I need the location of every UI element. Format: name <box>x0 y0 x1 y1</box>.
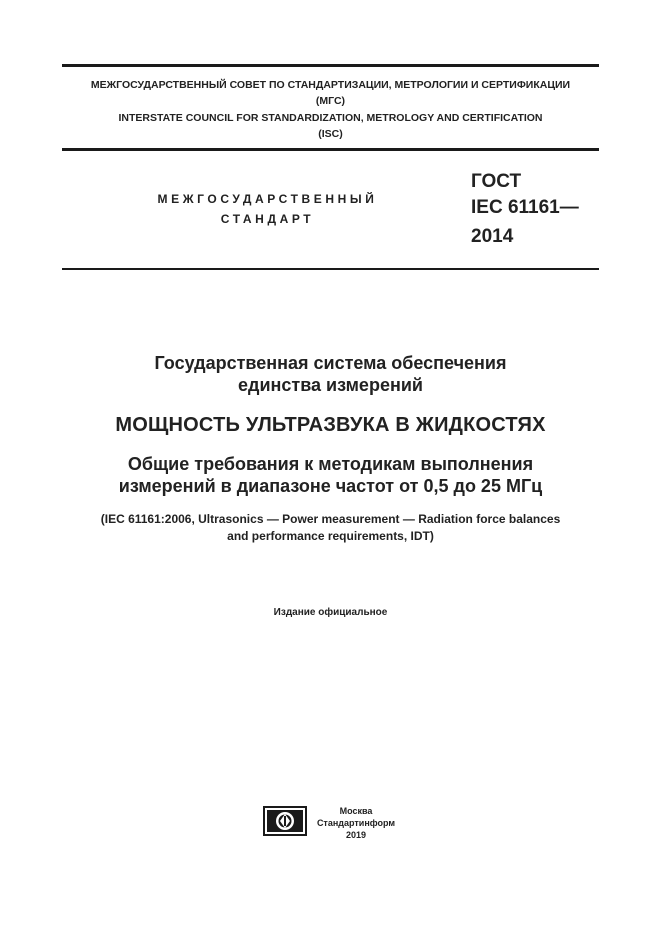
iec-reference <box>40 511 621 545</box>
edition-note <box>40 606 621 620</box>
iec-reference-line1: (IEC 61161:2006, Ultrasonics — Power measurement — Radiation force balances <box>100 512 561 526</box>
publication-year: 2019 <box>345 830 367 840</box>
council-name-ru <box>62 78 599 109</box>
system-title-line2: единства измерений <box>238 375 423 395</box>
subtitle <box>40 453 621 497</box>
main-title-text: МОЩНОСТЬ УЛЬТРАЗВУКА В ЖИДКОСТЯХ <box>115 414 546 436</box>
council-name-ru-line1: МЕЖГОСУДАРСТВЕННЫЙ СОВЕТ ПО СТАНДАРТИЗАЦИИ, МЕТРОЛОГИИ И СЕРТИФИКАЦИИ <box>90 79 571 91</box>
subtitle-line1: Общие требования к методикам выполнения <box>127 454 534 474</box>
system-title <box>40 352 621 396</box>
council-abbr-en: (ISC) <box>318 127 343 140</box>
iec-reference-line2: and performance requirements, IDT) <box>227 529 434 543</box>
standard-label-line2: СТАНДАРТ <box>220 212 315 226</box>
gost-designation-line1: ГОСТ <box>471 171 522 192</box>
publisher-name: Стандартинформ <box>316 818 396 828</box>
publisher-block <box>311 805 401 841</box>
council-abbr-ru: (МГС) <box>315 94 346 107</box>
subtitle-line2: измерений в диапазоне частот от 0,5 до 25 МГц <box>118 476 543 496</box>
council-name-en <box>62 111 599 142</box>
top-rule <box>62 64 599 67</box>
system-title-line1: Государственная система обеспечения <box>154 353 507 373</box>
gost-designation-year: 2014 <box>471 226 514 247</box>
standard-label-line1: МЕЖГОСУДАРСТВЕННЫЙ <box>157 192 378 206</box>
council-name-en-line1: INTERSTATE COUNCIL FOR STANDARDIZATION, METROLOGY AND CERTIFICATION <box>118 112 543 124</box>
main-title <box>40 412 621 438</box>
designation-rule <box>62 268 599 270</box>
header-rule <box>62 148 599 151</box>
publisher-city: Москва <box>339 806 373 816</box>
gost-designation-line2: IEC 61161— <box>471 197 579 218</box>
edition-text: Издание официальное <box>273 607 388 618</box>
standartinform-logo-icon <box>263 806 307 836</box>
